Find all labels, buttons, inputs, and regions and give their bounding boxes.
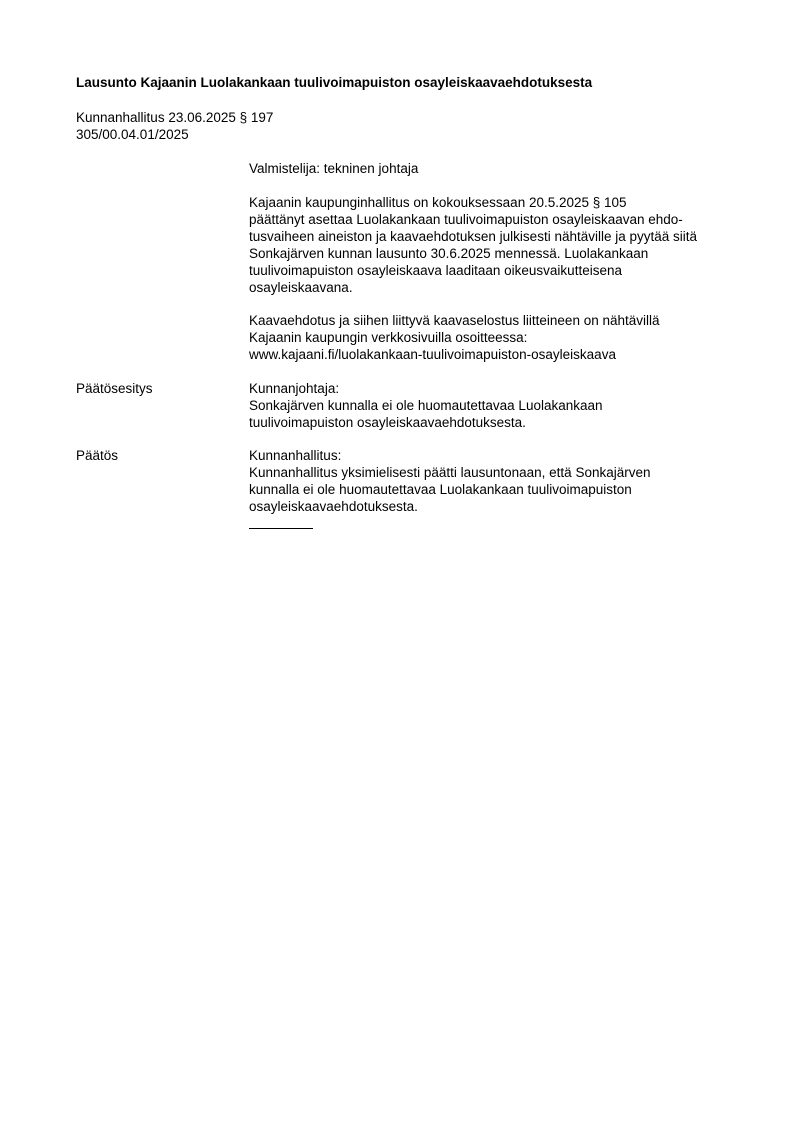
document-title: Lausunto Kajaanin Luolakankaan tuulivoimapuiston osayleiskaavaehdotuksesta <box>76 75 593 90</box>
availability-line: Kaavaehdotus ja siihen liittyvä kaavaselostus liitteineen on nähtävillä <box>249 313 660 328</box>
background-line: Sonkajärven kunnan lausunto 30.6.2025 mennessä. Luolakankaan <box>249 246 649 261</box>
background-line: tuulivoimapuiston osayleiskaava laaditaan oikeusvaikutteisena <box>249 263 622 278</box>
decision-line: Kunnanhallitus yksimielisesti päätti lausuntonaan, että Sonkajärven <box>249 465 651 480</box>
background-line: osayleiskaavana. <box>249 280 353 295</box>
decision-label: Päätös <box>76 448 119 463</box>
decision-speaker: Kunnanhallitus: <box>249 448 342 463</box>
background-paragraph <box>249 194 749 296</box>
availability-line: Kajaanin kaupungin verkkosivuilla osoitteessa: <box>249 330 528 345</box>
proposal-line: Sonkajärven kunnalla ei ole huomautettavaa Luolakankaan <box>249 398 603 413</box>
kaava-url: www.kajaani.fi/luolakankaan-tuulivoimapuiston-osayleiskaava <box>249 347 616 362</box>
proposal-label: Päätösesitys <box>76 381 153 396</box>
background-line: Kajaanin kaupunginhallitus on kokouksessaan 20.5.2025 § 105 <box>249 195 627 210</box>
decision-line: kunnalla ei ole huomautettavaa Luolakankaan tuulivoimapuiston <box>249 482 632 497</box>
meeting-reference: Kunnanhallitus 23.06.2025 § 197 <box>76 110 274 125</box>
decision-section <box>249 447 749 515</box>
decision-line: osayleiskaavaehdotuksesta. <box>249 499 418 514</box>
proposal-section <box>249 380 749 431</box>
end-rule <box>249 528 313 529</box>
record-number: 305/00.04.01/2025 <box>76 127 189 142</box>
proposal-line: tuulivoimapuiston osayleiskaavaehdotuksesta. <box>249 415 526 430</box>
background-line: päättänyt asettaa Luolakankaan tuulivoimapuiston osayleiskaavan ehdo- <box>249 212 683 227</box>
preparer-line: Valmistelija: tekninen johtaja <box>249 161 419 176</box>
availability-paragraph <box>249 312 749 363</box>
proposal-speaker: Kunnanjohtaja: <box>249 381 340 396</box>
background-line: tusvaiheen aineiston ja kaavaehdotuksen julkisesti nähtäville ja pyytää siitä <box>249 229 698 244</box>
